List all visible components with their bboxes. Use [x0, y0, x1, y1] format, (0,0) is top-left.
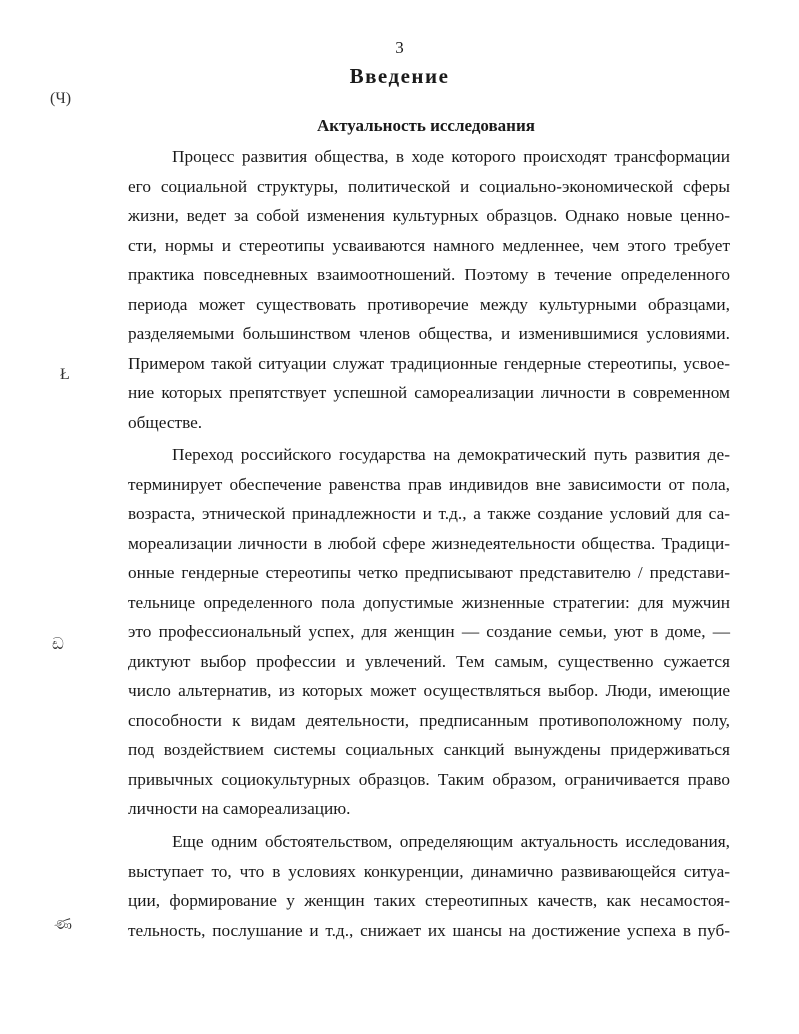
body-text-line: тельнице определенного пола допустимые жизненные стратегии: для мужчин	[128, 593, 730, 612]
body-text-line: личности на самореализацию.	[128, 799, 351, 818]
body-text-line: сти, нормы и стереотипы усваиваются намного медленнее, чем этого требует	[128, 236, 730, 255]
body-text-line: Переход российского государства на демократический путь развития де-	[172, 445, 730, 464]
body-text-line: число альтернатив, из которых может осуществляться выбор. Люди, имеющие	[128, 681, 730, 700]
body-text-line: мореализации личности в любой сфере жизнедеятельности общества. Традици-	[128, 534, 730, 553]
body-text-line: выступает то, что в условиях конкуренции, динамично развивающейся ситуа-	[128, 862, 730, 881]
body-text-line: жизни, ведет за собой изменения культурных образцов. Однако новые ценно-	[128, 206, 730, 225]
body-text-line: онные гендерные стереотипы четко предписывают представителю / представи-	[128, 563, 730, 582]
body-text-line: его социальной структуры, политической и социально-экономической сферы	[128, 177, 730, 196]
margin-mark: (Ч)	[50, 90, 72, 107]
body-text-line: привычных социокультурных образцов. Таким образом, ограничивается право	[128, 770, 730, 789]
body-text-line: терминирует обеспечение равенства прав индивидов вне зависимости от пола,	[128, 475, 730, 494]
body-text-line: возраста, этнической принадлежности и т.д., а также создание условий для са-	[128, 504, 730, 523]
body-text-line: Еще одним обстоятельством, определяющим актуальность исследования,	[172, 832, 730, 851]
margin-mark: Ł	[60, 366, 70, 383]
margin-mark: ණ	[54, 916, 72, 933]
body-text-line: ции, формирование у женщин таких стереотипных качеств, как несамостоя-	[128, 891, 730, 910]
body-text-line: это профессиональный успех, для женщин — создание семьи, уют в доме, —	[128, 622, 730, 641]
page-title: Введение	[349, 64, 450, 88]
body-text-line: Процесс развития общества, в ходе которого происходят трансформации	[172, 147, 730, 166]
body-text-line: ние которых препятствует успешной самореализации личности в современном	[128, 383, 730, 402]
body-text-line: тельность, послушание и т.д., снижает их шансы на достижение успеха в пуб-	[128, 921, 730, 940]
body-text-line: периода может существовать противоречие между культурными образцами,	[128, 295, 730, 314]
body-text-line: практика повседневных взаимоотношений. Поэтому в течение определенного	[128, 265, 730, 284]
body-text-line: Примером такой ситуации служат традиционные гендерные стереотипы, усвое-	[128, 354, 730, 373]
body-text-line: обществе.	[128, 413, 203, 432]
page-number: 3	[395, 38, 404, 57]
body-text-line: разделяемыми большинством членов общества, и изменившимися условиями.	[128, 324, 730, 343]
body-text-line: под воздействием системы социальных санкций вынуждены придерживаться	[128, 740, 730, 759]
margin-mark: ඩ	[52, 636, 64, 653]
body-text-line: диктуют выбор профессии и увлечений. Тем самым, существенно сужается	[128, 652, 730, 671]
section-heading: Актуальность исследования	[317, 116, 535, 135]
body-text-line: способности к видам деятельности, предписанным противоположному полу,	[128, 711, 730, 730]
